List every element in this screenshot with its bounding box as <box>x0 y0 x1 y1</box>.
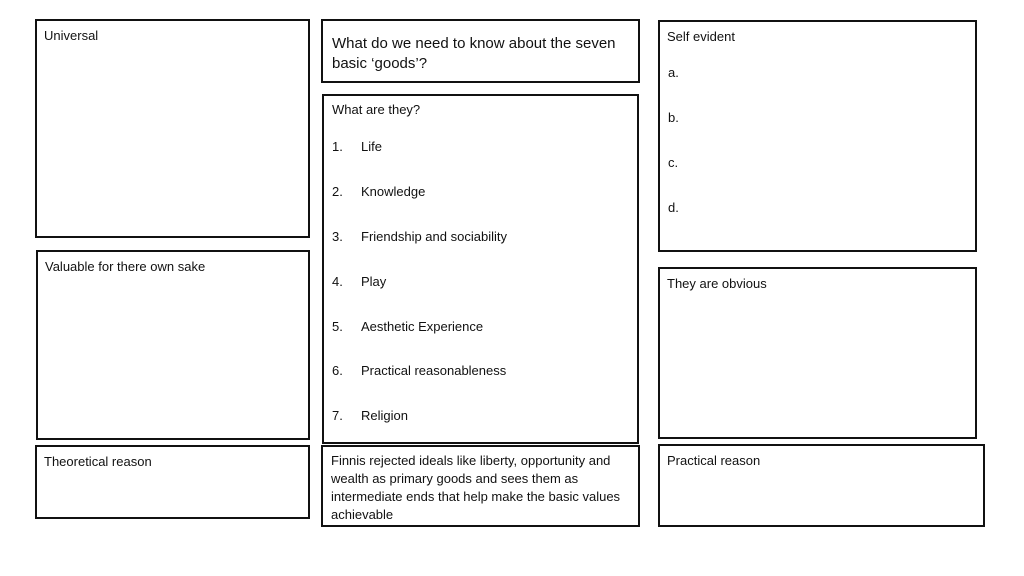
valuable-label: Valuable for there own sake <box>45 259 206 274</box>
list-item-number: 3. <box>332 228 343 244</box>
practical-reason-label: Practical reason <box>667 453 761 468</box>
list-item-label: Aesthetic Experience <box>361 318 484 334</box>
practical-reason-box <box>658 444 985 527</box>
self-evident-box <box>658 20 977 252</box>
list-item-number: 1. <box>332 139 343 154</box>
list-item-label: Friendship and sociability <box>361 228 507 244</box>
page-title: What do we need to know about the seven basic ‘goods’? <box>332 35 616 72</box>
list-item-number: 6. <box>332 363 343 379</box>
theoretical-reason-label: Theoretical reason <box>44 454 152 469</box>
finnis-text: Finnis rejected ideals like liberty, opportunity and wealth as primary goods and sees them as intermediate ends that help make the basic values achievable <box>331 453 621 522</box>
title-box <box>321 19 640 83</box>
universal-label: Universal <box>44 28 99 43</box>
valuable-box <box>36 250 310 440</box>
self-evident-label: Self evident <box>667 29 735 44</box>
what-are-they-label: What are they? <box>332 102 421 117</box>
list-item <box>332 229 507 274</box>
list-item-number: 5. <box>332 318 343 334</box>
list-item-label: Knowledge <box>361 183 426 199</box>
list-item-label: Religion <box>361 408 408 424</box>
obvious-box <box>658 267 977 439</box>
list-item: d. <box>668 200 679 215</box>
list-item-label: Practical reasonableness <box>361 363 507 379</box>
list-item <box>332 408 507 444</box>
list-item: c. <box>668 155 679 170</box>
self-evident-list <box>668 65 679 245</box>
list-item <box>332 319 507 364</box>
list-item <box>332 363 507 408</box>
list-item <box>332 184 507 229</box>
universal-box <box>35 19 310 238</box>
theoretical-reason-box <box>35 445 310 519</box>
list-item: a. <box>668 65 679 80</box>
list-item-number: 4. <box>332 273 343 289</box>
list-item-label: Play <box>361 273 387 289</box>
goods-list-box <box>322 94 639 444</box>
finnis-box <box>321 445 640 527</box>
list-item <box>332 139 507 184</box>
obvious-label: They are obvious <box>667 276 767 291</box>
list-item: b. <box>668 110 679 125</box>
list-item-label: Life <box>361 139 382 154</box>
list-item-number: 2. <box>332 183 343 199</box>
goods-list <box>332 139 507 444</box>
list-item-number: 7. <box>332 408 343 424</box>
list-item <box>332 274 507 319</box>
